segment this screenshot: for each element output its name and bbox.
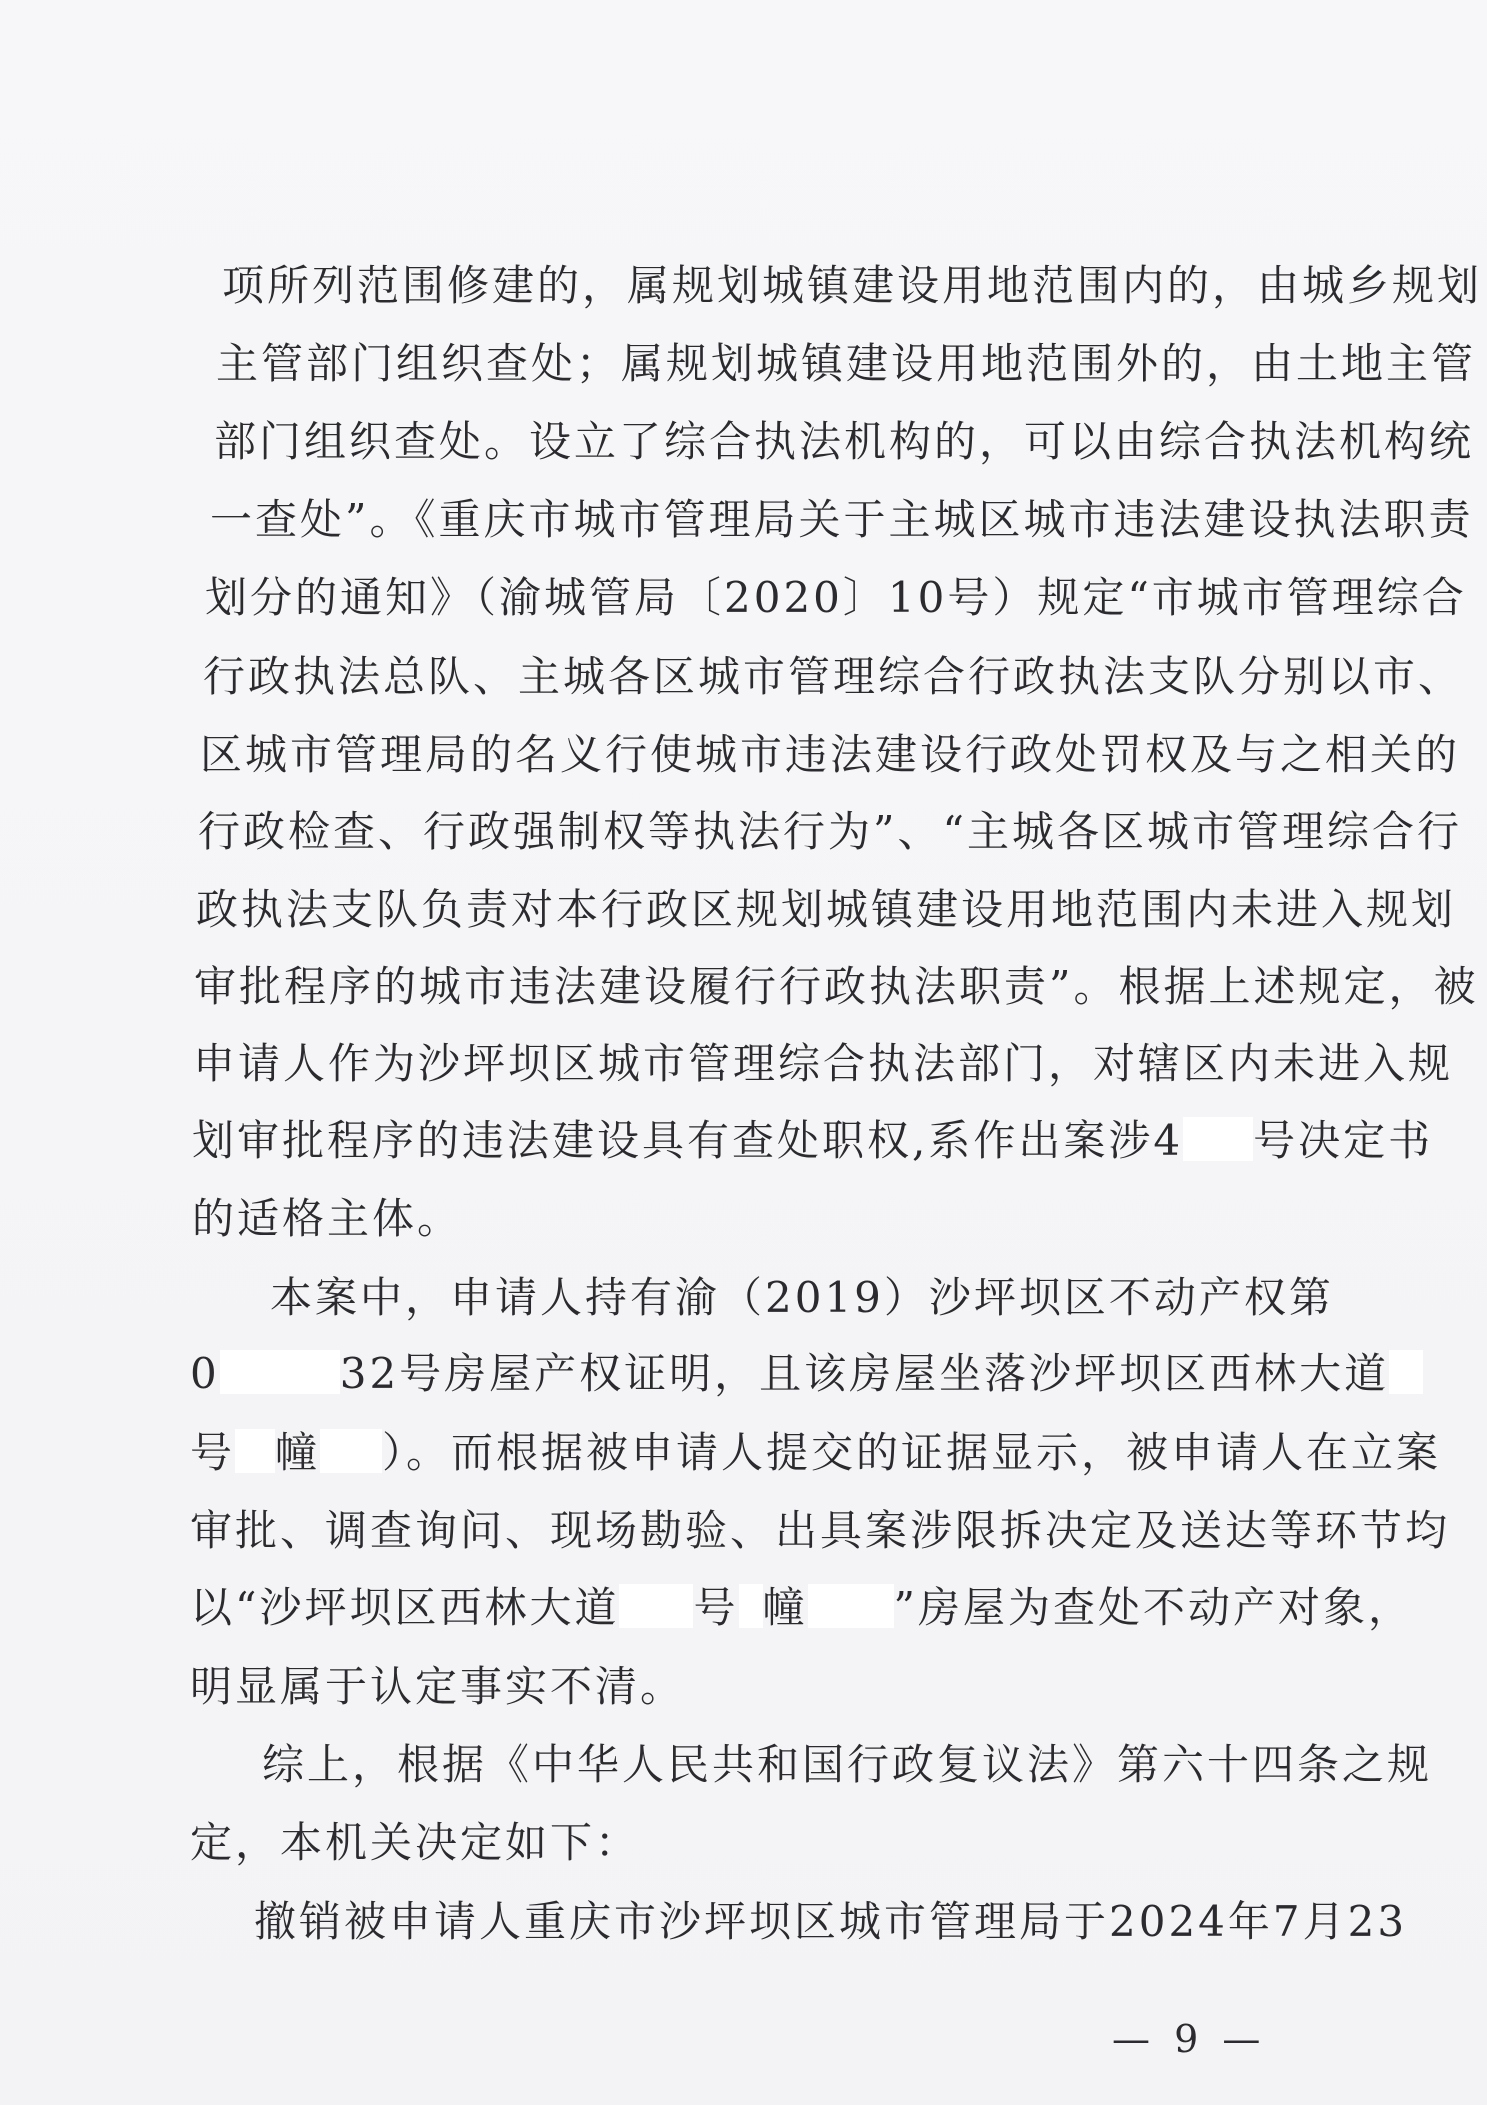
- redaction-block: [235, 1429, 275, 1473]
- body-line-17: 审批、调查询问、现场勘验、出具案涉限拆决定及送达等环节均: [190, 1506, 1451, 1555]
- redaction-block: [1183, 1117, 1253, 1161]
- body-line-10: 审批程序的城市违法建设履行行政执法职责”。根据上述规定，被: [194, 962, 1479, 1011]
- body-line-22: 撤销被申请人重庆市沙坪坝区城市管理局于2024年7月23: [254, 1897, 1408, 1946]
- body-line-1: 项所列范围修建的，属规划城镇建设用地范围内的，由城乡规划: [222, 261, 1483, 310]
- body-line-16-text-a: 号: [190, 1428, 236, 1477]
- body-line-20: 综上，根据《中华人民共和国行政复议法》第六十四条之规: [262, 1740, 1433, 1789]
- redaction-block: [739, 1584, 763, 1628]
- body-line-12: [192, 1113, 1433, 1169]
- body-line-16-text-c: ）。而根据被申请人提交的证据显示，被申请人在立案: [382, 1428, 1442, 1477]
- body-line-18: [190, 1580, 1413, 1636]
- body-line-13: 的适格主体。: [192, 1194, 463, 1243]
- body-line-7: 区城市管理局的名义行使城市违法建设行政处罚权及与之相关的: [200, 730, 1461, 779]
- body-line-2: 主管部门组织查处；属规划城镇建设用地范围外的，由土地主管: [216, 339, 1477, 388]
- redaction-block: [220, 1350, 340, 1394]
- body-line-9: 政执法支队负责对本行政区规划城镇建设用地范围内未进入规划: [196, 885, 1457, 934]
- body-line-14: 本案中，申请人持有渝（2019）沙坪坝区不动产权第: [270, 1273, 1334, 1322]
- body-line-21: 定，本机关决定如下：: [190, 1818, 641, 1867]
- body-line-19: 明显属于认定事实不清。: [190, 1662, 686, 1711]
- body-line-11: 申请人作为沙坪坝区城市管理综合执法部门，对辖区内未进入规: [193, 1039, 1454, 1088]
- body-line-6: 行政执法总队、主城各区城市管理综合行政执法支队分别以市、: [203, 652, 1464, 701]
- body-line-4: 一查处”。《重庆市城市管理局关于主城区城市违法建设执法职责: [210, 495, 1474, 544]
- redaction-block: [320, 1429, 382, 1473]
- body-line-15: [190, 1346, 1423, 1402]
- body-line-3: 部门组织查处。设立了综合执法机构的，可以由综合执法机构统: [214, 417, 1475, 466]
- redaction-block: [619, 1584, 693, 1628]
- body-line-16-text-b: 幢: [275, 1428, 321, 1477]
- body-line-8: 行政检查、行政强制权等执法行为”、“主城各区城市管理综合行: [198, 807, 1462, 856]
- page-number: — 9 —: [1112, 2017, 1267, 2061]
- body-line-18-text-d: ”房屋为查处不动产对象，: [893, 1583, 1413, 1632]
- body-line-18-text-c: 幢: [762, 1583, 808, 1632]
- body-line-15-text-a: 0: [190, 1349, 220, 1398]
- body-line-18-text-b: 号: [693, 1583, 739, 1632]
- body-line-5: 划分的通知》（渝城管局〔2020〕10号）规定“市城市管理综合: [205, 573, 1467, 622]
- redaction-block: [1389, 1350, 1423, 1394]
- body-line-18-text-a: 以“沙坪坝区西林大道: [190, 1583, 620, 1632]
- redaction-block: [808, 1584, 894, 1628]
- body-line-15-text-b: 32号房屋产权证明，且该房屋坐落沙坪坝区西林大道: [339, 1349, 1390, 1398]
- body-line-12-text-a: 划审批程序的违法建设具有查处职权,系作出案涉4: [192, 1116, 1184, 1165]
- body-line-12-text-b: 号决定书: [1253, 1116, 1434, 1165]
- body-line-16: [190, 1425, 1441, 1481]
